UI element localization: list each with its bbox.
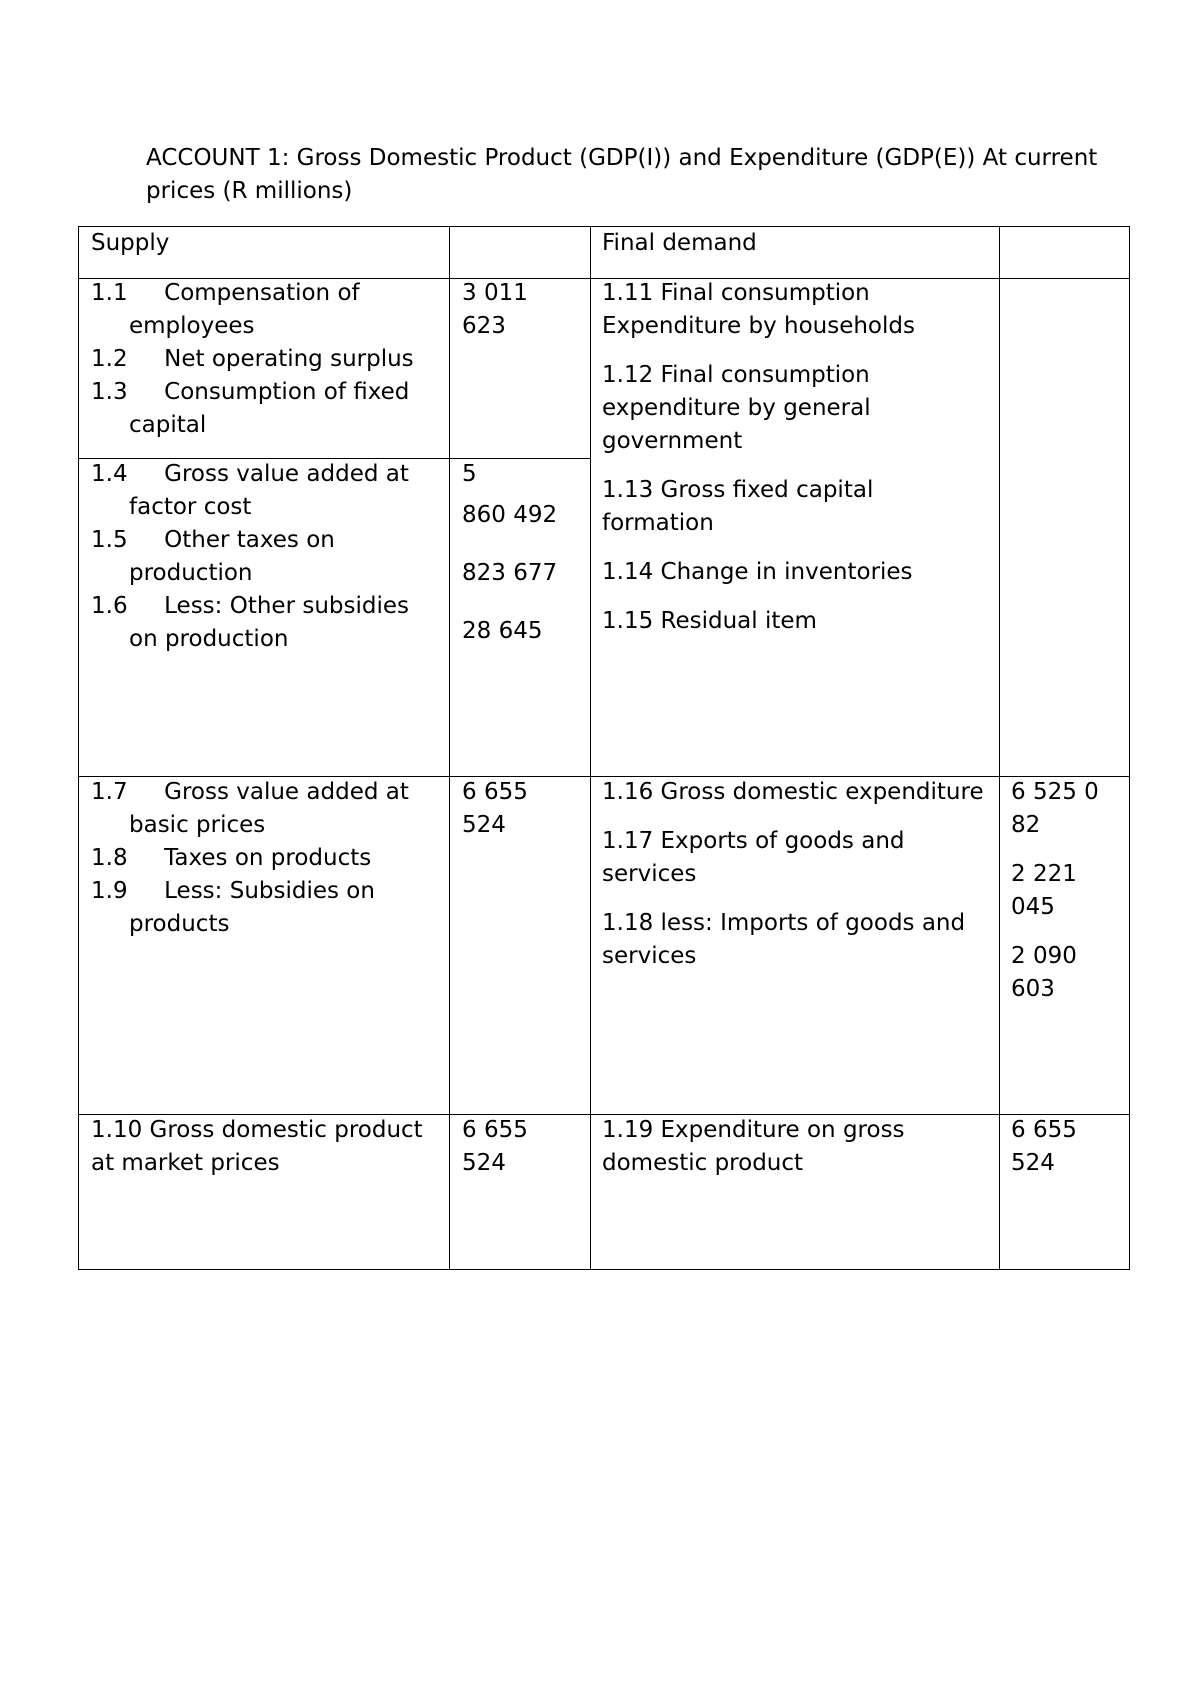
final-demand-item: 1.19 Expenditure on gross domestic product (602, 1117, 905, 1176)
final-demand-item: 1.15 Residual item (602, 608, 817, 634)
final-demand-item: 1.16 Gross domestic expenditure (602, 779, 984, 805)
supply-value: 6 655 524 (462, 1117, 528, 1176)
final-demand-item: 1.18 less: Imports of goods and services (602, 910, 966, 969)
final-demand-item: 1.17 Exports of goods and services (602, 828, 905, 887)
final-demand-cell-top (602, 277, 992, 654)
final-demand-value: 2 090 603 (1011, 943, 1077, 1002)
supply-item: 1.3 Consumption of fixed capital (91, 379, 410, 438)
supply-item: 1.4 Gross value added at factor cost (91, 461, 409, 520)
supply-value-row-1 (462, 277, 572, 343)
final-demand-cell-bottom (602, 1114, 992, 1196)
supply-value: 6 655 524 (462, 779, 528, 838)
supply-cell-row-4 (91, 1114, 443, 1180)
supply-value-row-3 (462, 776, 572, 842)
supply-value-row-4 (462, 1114, 572, 1180)
supply-demand-divider (590, 226, 591, 1270)
supply-value-row-2 (462, 458, 582, 648)
supply-value: 860 492 (462, 502, 558, 528)
final-demand-value: 6 525 0 82 (1011, 779, 1099, 838)
final-demand-item: 1.14 Change in inventories (602, 559, 913, 585)
supply-value: 3 011 623 (462, 280, 528, 339)
final-demand-item: 1.11 Final consumption Expenditure by households (602, 280, 915, 339)
supply-cell-row-3 (91, 776, 443, 941)
supply-item: 1.9 Less: Subsidies on products (91, 878, 375, 937)
supply-value: 823 677 (462, 560, 558, 586)
final-demand-value-mid (1011, 776, 1121, 1022)
final-demand-item: 1.12 Final consumption expenditure by general government (602, 362, 871, 454)
supply-item: 1.6 Less: Other subsidies on production (91, 593, 409, 652)
final-demand-value: 2 221 045 (1011, 861, 1077, 920)
supply-item: 1.8 Taxes on products (91, 845, 372, 871)
supply-item: 1.5 Other taxes on production (91, 527, 335, 586)
table-border-right (1129, 226, 1130, 1270)
final-demand-item: 1.13 Gross fixed capital formation (602, 477, 874, 536)
final-demand-header: Final demand (602, 230, 757, 256)
supply-value: 28 645 (462, 618, 543, 644)
supply-value: 5 (462, 461, 477, 487)
supply-value-divider (449, 226, 450, 1270)
final-demand-value-bottom (1011, 1114, 1121, 1196)
supply-item: 1.10 Gross domestic product at market prices (91, 1117, 423, 1176)
table-border-left (78, 226, 79, 1270)
supply-header: Supply (91, 230, 170, 256)
supply-item: 1.1 Compensation of employees (91, 280, 360, 339)
supply-item: 1.2 Net operating surplus (91, 346, 414, 372)
final-demand-cell-mid (602, 776, 992, 989)
table-border-bottom (78, 1269, 1130, 1270)
page-title: ACCOUNT 1: Gross Domestic Product (GDP(I)) and Expenditure (GDP(E)) At current prices (R millions) (146, 145, 1098, 204)
supply-item: 1.7 Gross value added at basic prices (91, 779, 409, 838)
demand-value-divider (999, 226, 1000, 1270)
account-table (78, 226, 1130, 1270)
supply-cell-row-2 (91, 458, 443, 656)
supply-cell-row-1 (91, 277, 443, 442)
final-demand-value: 6 655 524 (1011, 1117, 1077, 1176)
